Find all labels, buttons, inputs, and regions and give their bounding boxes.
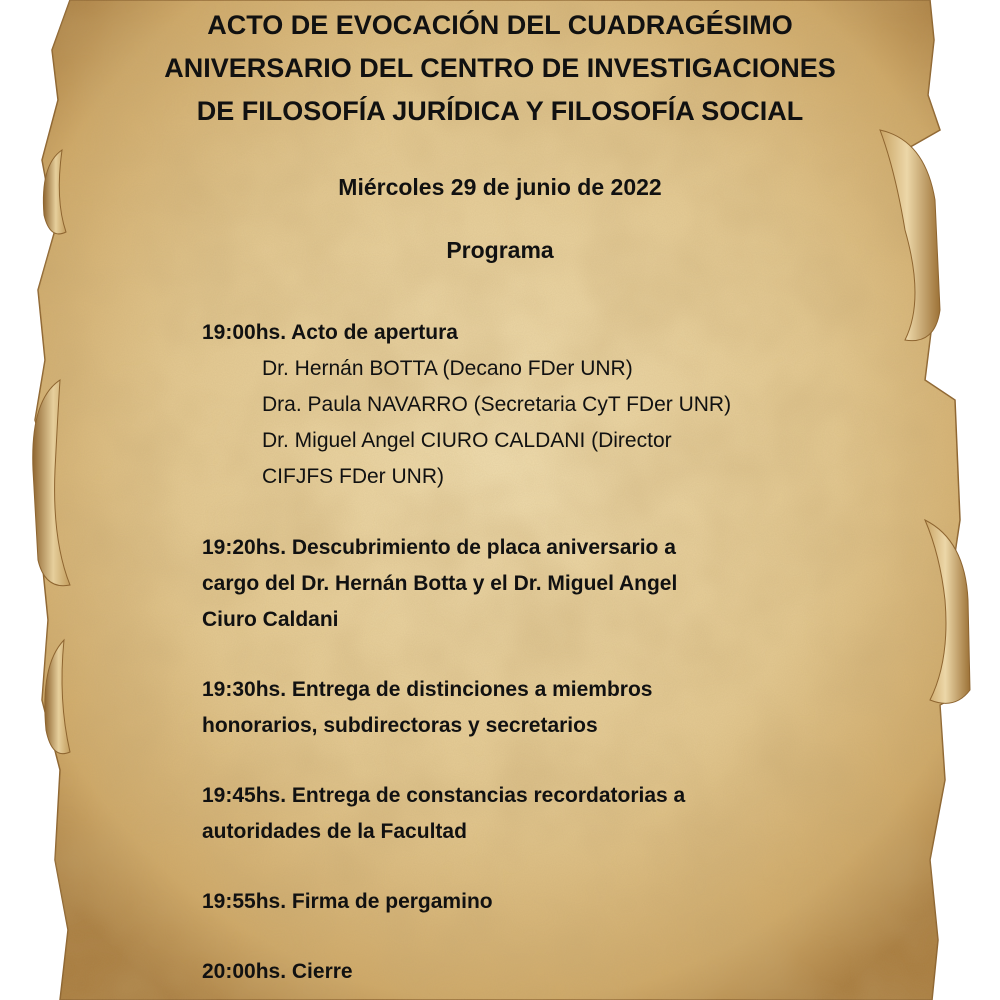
document-title bbox=[100, 4, 900, 133]
program-item-text: Ciuro Caldani bbox=[202, 608, 339, 631]
program-item-text: 19:45hs. Entrega de constancias recordatorias a bbox=[202, 784, 686, 807]
title-line: DE FILOSOFÍA JURÍDICA Y FILOSOFÍA SOCIAL bbox=[196, 96, 804, 126]
program-item-text: 19:55hs. Firma de pergamino bbox=[202, 890, 493, 913]
program-item-signing bbox=[202, 884, 842, 920]
speaker-line: Dr. Miguel Angel CIURO CALDANI (Director bbox=[262, 429, 672, 452]
program-item-closing bbox=[202, 954, 842, 990]
program-item-text: 19:30hs. Entrega de distinciones a miembros bbox=[202, 678, 653, 701]
program-item-text: 19:20hs. Descubrimiento de placa aniversario a bbox=[202, 536, 676, 559]
program-item-text: 19:00hs. Acto de apertura bbox=[202, 321, 458, 344]
program-item-opening bbox=[202, 315, 842, 495]
program-item-text: autoridades de la Facultad bbox=[202, 820, 467, 843]
speaker-line: Dr. Hernán BOTTA (Decano FDer UNR) bbox=[262, 357, 633, 380]
program-item-certificates bbox=[202, 778, 842, 850]
program-item-text: cargo del Dr. Hernán Botta y el Dr. Miguel Angel bbox=[202, 572, 678, 595]
title-line: ACTO DE EVOCACIÓN DEL CUADRAGÉSIMO bbox=[207, 10, 793, 40]
speaker-line: Dra. Paula NAVARRO (Secretaria CyT FDer UNR) bbox=[262, 393, 732, 416]
speaker-line: CIFJFS FDer UNR) bbox=[262, 465, 444, 488]
program-heading: Programa bbox=[446, 237, 554, 263]
program-item-text: honorarios, subdirectoras y secretarios bbox=[202, 714, 598, 737]
program-item-text: 20:00hs. Cierre bbox=[202, 960, 353, 983]
program-item-plaque bbox=[202, 530, 842, 638]
program-item-distinctions bbox=[202, 672, 842, 744]
event-date: Miércoles 29 de junio de 2022 bbox=[338, 174, 662, 200]
title-line: ANIVERSARIO DEL CENTRO DE INVESTIGACIONES bbox=[164, 53, 836, 83]
